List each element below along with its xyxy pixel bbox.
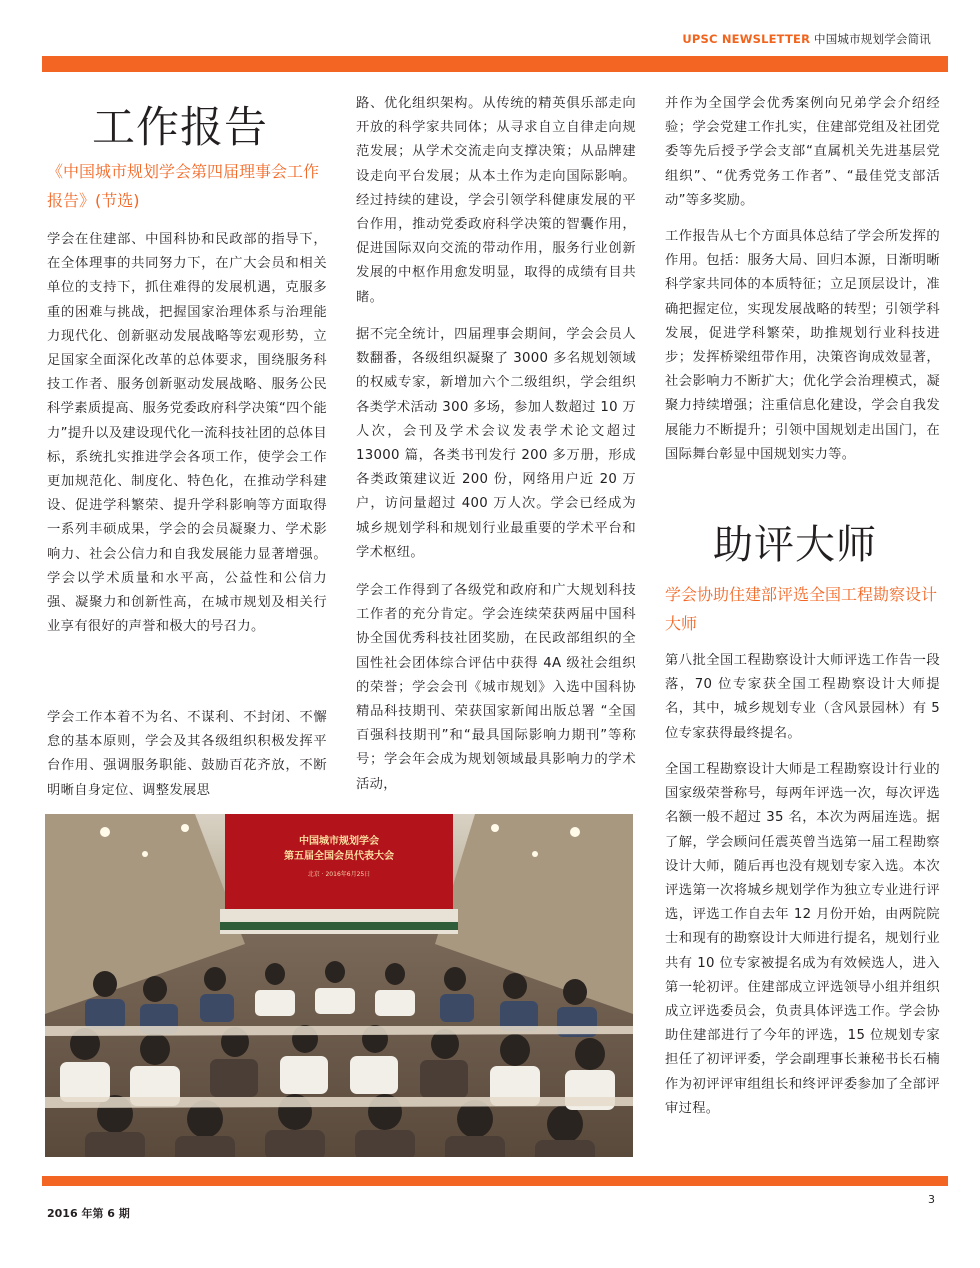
paragraph: 全国工程勘察设计大师是工程勘察设计行业的国家级荣誉称号，每两年评选一次，每次评选名额一般不超过 35 名，本次为两届连选。据了解，学会顾问任震英曾当选第一届工程勘察设计大师，随后再也没有规划专家入选。本次评选第一次将城乡规划学作为独立专业进行评选，评选工作自去年 12 月份开始，由两院院士和现有的勘察设计大师进行提名，规划行业共有 10 位专家被提名成为有效候选人，进入第一轮初评。住建部成立评选领导小组并组织成立评选委员会，负责具体评选工作。学会协助住建部进行了今年的评选，15 位规划专家担任了初评评委，学会副理事长兼秘书长石楠作为初评评审组组长和终评评委参加了全部评审过程。 xyxy=(665,762,940,1116)
conference-photo xyxy=(45,814,633,1157)
paragraph: 学会工作得到了各级党和政府和广大规划科技工作者的充分肯定。学会连续荣获两届中国科协全国优秀科技社团奖励，在民政部组织的全国性社会团体综合评估中获得 4A 级社会组织的荣誉；学会会刊《城市规划》入选中国科协精品科技期刊、荣获国家新闻出版总署 “全国百强科技期刊”和“最具国际影响力期刊”等称号；学会年会成为规划领域最具影响力的学术活动， xyxy=(356,583,636,792)
bottom-orange-bar xyxy=(42,1176,948,1186)
top-orange-bar xyxy=(42,56,948,72)
banner-line-1: 中国城市规划学会 xyxy=(299,836,379,847)
paragraph: 工作报告从七个方面具体总结了学会所发挥的作用。包括：服务大局、回归本源，日渐明晰科学家共同体的本质特征；立足顶层设计，准确把握定位，实现发展战略的转型；引领学科发展，促进学科繁荣，助推规划行业科技进步；发挥桥梁纽带作用，决策咨询成效显著，社会影响力不断扩大；优化学会治理模式，凝聚力持续增强；注重信息化建设，学会自我发展能力不断提升；引领中国规划走出国门，在国际舞台彰显中国规划实力等。 xyxy=(665,229,940,462)
issue-label: 2016 年第 6 期 xyxy=(47,1207,130,1220)
newsletter-header xyxy=(682,31,931,47)
paragraph: 第八批全国工程勘察设计大师评选工作告一段落，70 位专家获全国工程勘察设计大师提名，其中，城乡规划专业（含风景园林）有 5 位专家获得最终提名。 xyxy=(665,653,940,741)
banner-line-2: 第五届全国会员代表大会 xyxy=(284,851,394,862)
newsletter-name-en: UPSC NEWSLETTER xyxy=(682,32,811,46)
section-subtitle-work-report: 《中国城市规划学会第四届理事会工作报告》(节选) xyxy=(47,162,320,210)
newsletter-name-cn: 中国城市规划学会简讯 xyxy=(814,32,931,46)
banner-line-3: 北京 · 2016年6月25日 xyxy=(307,871,371,878)
section-title-master-selection: 助评大师 xyxy=(713,522,877,568)
section-title-work-report: 工作报告 xyxy=(92,103,268,153)
paragraph: 并作为全国学会优秀案例向兄弟学会介绍经验；学会党建工作扎实，住建部党组及社团党委等先后授予学会支部“直属机关先进基层党组织”、“优秀党务工作者”、“最佳党支部活动”等多奖励。 xyxy=(665,96,940,208)
paragraph: 据不完全统计，四届理事会期间，学会会员人数翻番，各级组织凝聚了 3000 多名规划领域的权威专家，新增加六个二级组织，学会组织各类学术活动 300 多场，参加人数超过 10 万人次，会刊及学术会议发表学术论文超过 13000 篇，各类书刊发行 200 多万册，形成各类政策建议近 200 份，网络用户近 20 万户，访问量超过 400 万人次。学会已经成为城乡规划学科和规划行业最重要的学术平台和学术枢纽。 xyxy=(356,327,636,560)
paragraph: 路、优化组织架构。从传统的精英俱乐部走向开放的科学家共同体；从寻求自立自律走向规范发展；从学术交流走向支撑决策；从品牌建设走向平台发展；从本土作为走向国际影响。经过持续的建设，学会引领学科健康发展的平台作用，推动党委政府科学决策的智囊作用，促进国际双向交流的带动作用，服务行业创新发展的中枢作用愈发明显，取得的成绩有目共睹。 xyxy=(356,96,636,305)
paragraph: 学会工作本着不为名、不谋利、不封闭、不懈怠的基本原则，学会及其各级组织积极发挥平台作用、强调服务职能、鼓励百花齐放，不断明晰自身定位、调整发展思 xyxy=(47,710,327,798)
paragraph: 学会在住建部、中国科协和民政部的指导下，在全体理事的共同努力下，在广大会员和相关单位的支持下，抓住难得的发展机遇，克服多重的困难与挑战，把握国家治理体系与治理能力现代化、创新驱动发展战略等宏观形势，立足国家全面深化改革的总体要求，围绕服务科技工作者、服务创新驱动发展战略、服务公民科学素质提高、服务党委政府科学决策“四个能力”提升以及建设现代化一流科技社团的总体目标，系统扎实推进学会各项工作，使学会工作更加规范化、制度化、特色化，在推动学科建设、促进学科繁荣、提升学科影响等方面取得一系列丰硕成果，学会的会员凝聚力、学术影响力、社会公信力和自我发展能力显著增强。学会以学术质量和水平高，公益性和公信力强、凝聚力和创新性高，在城市规划及相关行业享有很好的声誉和极大的号召力。 xyxy=(47,232,327,635)
page-number: 3 xyxy=(928,1193,935,1206)
section-subtitle-master-selection: 学会协助住建部评选全国工程勘察设计大师 xyxy=(665,585,938,633)
banner-text xyxy=(225,834,453,886)
